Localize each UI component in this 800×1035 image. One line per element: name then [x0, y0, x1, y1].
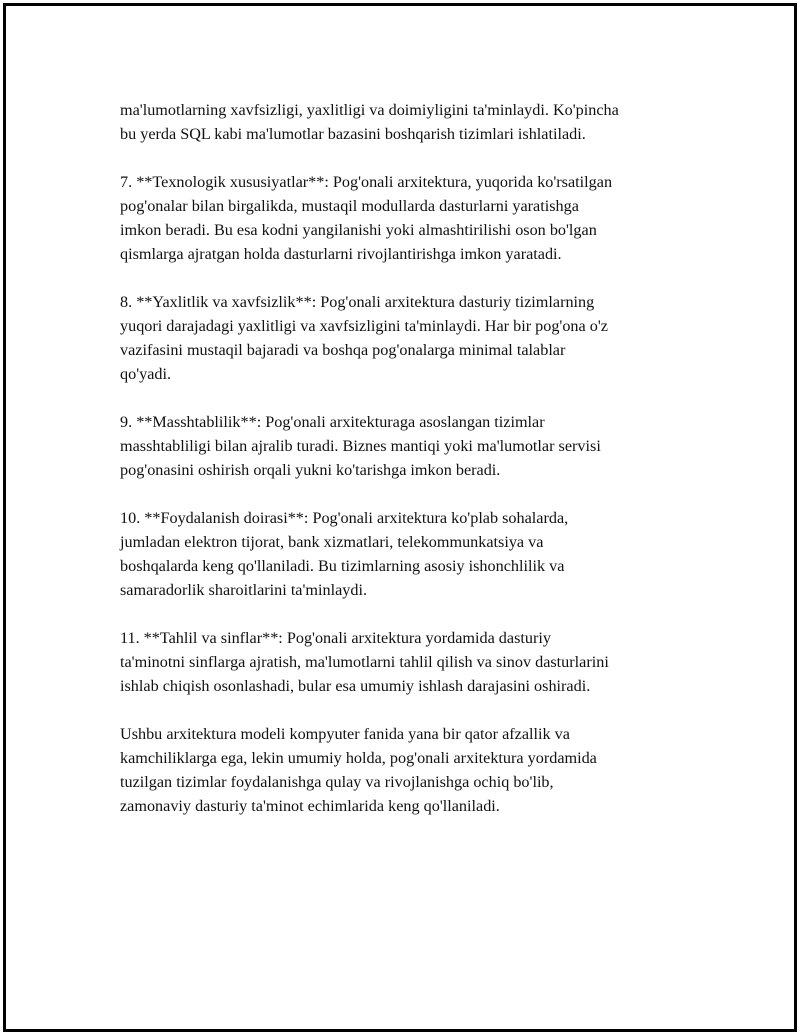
text-line: vazifasini mustaqil bajaradi va boshqa pog'onalarga minimal talablar: [120, 341, 566, 359]
text-line: qo'yadi.: [120, 365, 172, 383]
text-line: pog'onalar bilan birgalikda, mustaqil modullarda dasturlarni yaratishga: [120, 197, 579, 215]
text-line: boshqalarda keng qo'llaniladi. Bu tizimlarning asosiy ishonchlilik va: [120, 557, 565, 575]
text-line: 8. **Yaxlitlik va xavfsizlik**: Pog'onali arxitektura dasturiy tizimlarning: [120, 293, 595, 311]
paragraph-item-10: [120, 506, 700, 602]
text-line: ma'lumotlarning xavfsizligi, yaxlitligi va doimiyligini ta'minlaydi. Ko'pincha: [120, 101, 619, 119]
paragraph-intro-continuation: [120, 98, 700, 146]
text-line: samaradorlik sharoitlarini ta'minlaydi.: [120, 581, 368, 599]
text-line: ishlab chiqish osonlashadi, bular esa umumiy ishlash darajasini oshiradi.: [120, 677, 591, 695]
text-line: jumladan elektron tijorat, bank xizmatlari, telekommunkatsiya va: [120, 533, 544, 551]
text-line: masshtabliligi bilan ajralib turadi. Biznes mantiqi yoki ma'lumotlar servisi: [120, 437, 601, 455]
text-line: zamonaviy dasturiy ta'minot echimlarida keng qo'llaniladi.: [120, 797, 500, 815]
paragraph-conclusion: [120, 722, 700, 818]
text-line: pog'onasini oshirish orqali yukni ko'tarishga imkon beradi.: [120, 461, 501, 479]
text-line: yuqori darajadagi yaxlitligi va xavfsizligini ta'minlaydi. Har bir pog'ona o'z: [120, 317, 608, 335]
text-line: Ushbu arxitektura modeli kompyuter fanida yana bir qator afzallik va: [120, 725, 570, 743]
text-line: imkon beradi. Bu esa kodni yangilanishi yoki almashtirilishi oson bo'lgan: [120, 221, 597, 239]
paragraph-item-9: [120, 410, 700, 482]
text-line: 11. **Tahlil va sinflar**: Pog'onali arxitektura yordamida dasturiy: [120, 629, 551, 647]
text-line: 9. **Masshtablilik**: Pog'onali arxitekturaga asoslangan tizimlar: [120, 413, 545, 431]
document-body: [120, 98, 700, 842]
text-line: 7. **Texnologik xususiyatlar**: Pog'onali arxitektura, yuqorida ko'rsatilgan: [120, 173, 613, 191]
text-line: 10. **Foydalanish doirasi**: Pog'onali arxitektura ko'plab sohalarda,: [120, 509, 569, 527]
page-frame: [3, 3, 797, 1032]
paragraph-item-11: [120, 626, 700, 698]
text-line: kamchiliklarga ega, lekin umumiy holda, pog'onali arxitektura yordamida: [120, 749, 597, 767]
paragraph-item-7: [120, 170, 700, 266]
text-line: qismlarga ajratgan holda dasturlarni rivojlantirishga imkon yaratadi.: [120, 245, 562, 263]
text-line: bu yerda SQL kabi ma'lumotlar bazasini boshqarish tizimlari ishlatiladi.: [120, 125, 586, 143]
paragraph-item-8: [120, 290, 700, 386]
text-line: tuzilgan tizimlar foydalanishga qulay va rivojlanishga ochiq bo'lib,: [120, 773, 554, 791]
text-line: ta'minotni sinflarga ajratish, ma'lumotlarni tahlil qilish va sinov dasturlarini: [120, 653, 609, 671]
